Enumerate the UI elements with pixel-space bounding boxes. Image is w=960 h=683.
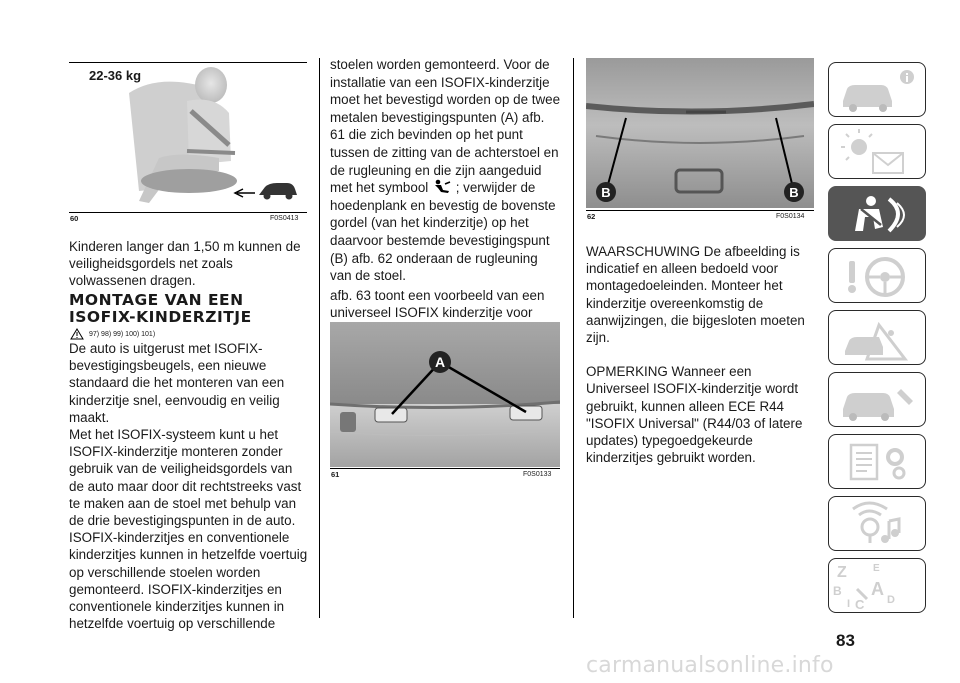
figure-62-marker-right: B [789, 185, 799, 200]
figure-62-number: 62 [587, 212, 596, 221]
isofix-paragraph-2: Met het ISOFIX-systeem kunt u het ISOFIX-kinderzitje monteren zonder gebruik van de veiligheidsgordels van de auto maar door dit rechtstreeks vast te maken aan de stoel met behulp van de drie bevestigingspunten in de auto. ISOFIX-kinderzitjes en conventionele kinderzitjes kunnen in hetzelfde voertuig op verschillende stoelen worden gemonteerd. ISOFIX-kinderzitjes en conventionele kinderzitjes kunnen in hetzelfde voertuig op verschillende [69, 427, 308, 632]
watermark: carmanualsonline.info [586, 653, 834, 678]
isofix-paragraph-1: De auto is uitgerust met ISOFIX-bevestigingsbeugels, een nieuwe standaard die het monteren van een kinderzitje snel, eenvoudig en veilig maakt. [69, 341, 285, 425]
figure-60-bottom-rule [69, 212, 307, 213]
index-icon [829, 559, 927, 614]
figure-62 [586, 58, 814, 208]
sidebar-tab-emergency[interactable] [828, 310, 926, 365]
svg-text:D: D [887, 594, 895, 606]
page-number: 83 [836, 631, 855, 650]
isofix-anchors-seat-illustration [330, 322, 560, 467]
isofix-symbol-icon [432, 179, 452, 195]
note-paragraph: OPMERKING Wanneer een Universeel ISOFIX-kinderzitje wordt gebruikt, kunnen alleen ECE R44 "ISOFIX Universal" (R44/03 of latere updates) typegoedgekeurde kinderzitjes gebruikt worden. [586, 364, 803, 466]
sidebar-tab-technical-data[interactable] [828, 434, 926, 489]
intro-paragraph: Kinderen langer dan 1,50 m kunnen de veiligheidsgordels net zoals volwassenen dragen. [69, 239, 301, 289]
figure-61-code: F0S0133 [523, 471, 552, 478]
car-info-icon [829, 63, 927, 118]
svg-text:I: I [847, 598, 851, 610]
top-tether-anchor-illustration [586, 58, 814, 208]
column-divider-2 [573, 58, 574, 618]
figure-62-code: F0S0134 [776, 213, 805, 220]
safety-seatbelt-icon [829, 187, 927, 242]
technical-data-icon [829, 435, 927, 490]
warning-refs-text: 97) 98) 99) 100) 101) [89, 330, 156, 338]
warning-note: WAARSCHUWING De afbeelding is indicatief en alleen bedoeld voor montagedoeleinden. Monteer het kinderzitje overeenkomstig de aanwijzingen, die bijgesloten moeten zijn. [586, 244, 805, 346]
steering-wheel-icon [829, 249, 927, 304]
svg-text:E: E [873, 563, 880, 574]
section-heading-line2: ISOFIX-KINDERZITJE [69, 308, 252, 326]
figure-60-code: F0S0413 [270, 215, 299, 222]
sidebar-tab-warning-lights[interactable] [828, 124, 926, 179]
warning-triangle-icon [70, 328, 84, 340]
sidebar-tab-maintenance[interactable] [828, 372, 926, 427]
svg-text:C: C [855, 597, 865, 612]
sidebar-tab-car-info[interactable] [828, 62, 926, 117]
car-maintenance-icon [829, 373, 927, 428]
example-paragraph: afb. 63 toont een voorbeeld van een universeel ISOFIX kinderzitje voor [330, 287, 545, 320]
installation-paragraph-part2: ; verwijder de hoedenplank en bevestig de bovenste gordel (van het kinderzitje) op het daarvoor bestemde bevestigingspunt (B) afb. 62 onderaan de rugleuning van de stoel. [330, 180, 556, 284]
figure-60 [69, 63, 307, 211]
figure-61-number: 61 [331, 470, 340, 479]
svg-text:Z: Z [837, 564, 847, 581]
sidebar-tab-multimedia[interactable] [828, 496, 926, 551]
figure-60-weight-label: 22-36 kg [89, 68, 142, 83]
figure-62-bottom-rule [586, 210, 814, 211]
sidebar-tab-safety[interactable] [828, 186, 926, 241]
svg-text:B: B [833, 584, 842, 598]
warning-lights-icon [829, 125, 927, 180]
figure-61-bottom-rule [330, 468, 560, 469]
svg-text:A: A [871, 579, 884, 599]
figure-61-marker-a: A [434, 354, 446, 370]
figure-60-number: 60 [70, 214, 79, 223]
multimedia-icon [829, 497, 927, 552]
column-divider-1 [319, 58, 320, 618]
sidebar-tab-index[interactable] [828, 558, 926, 613]
installation-paragraph [330, 56, 562, 285]
sidebar-tab-starting-driving[interactable] [828, 248, 926, 303]
installation-paragraph-part1: stoelen worden gemonteerd. Voor de installatie van een ISOFIX-kinderzitje moet het bevestigd worden op de twee metalen bevestigingspunten (A) afb. 61 die zich bevinden op het punt tussen de zitting van de achterstoel en de rugleuning en die zijn aangeduid met het symbool [330, 57, 561, 196]
section-heading-line1: MONTAGE VAN EEN [69, 291, 244, 309]
car-icon [259, 183, 297, 200]
child-booster-seat-illustration [69, 63, 307, 211]
warning-refs [70, 328, 155, 340]
figure-61 [330, 322, 560, 467]
figure-62-marker-left: B [601, 185, 611, 200]
emergency-icon [829, 311, 927, 366]
